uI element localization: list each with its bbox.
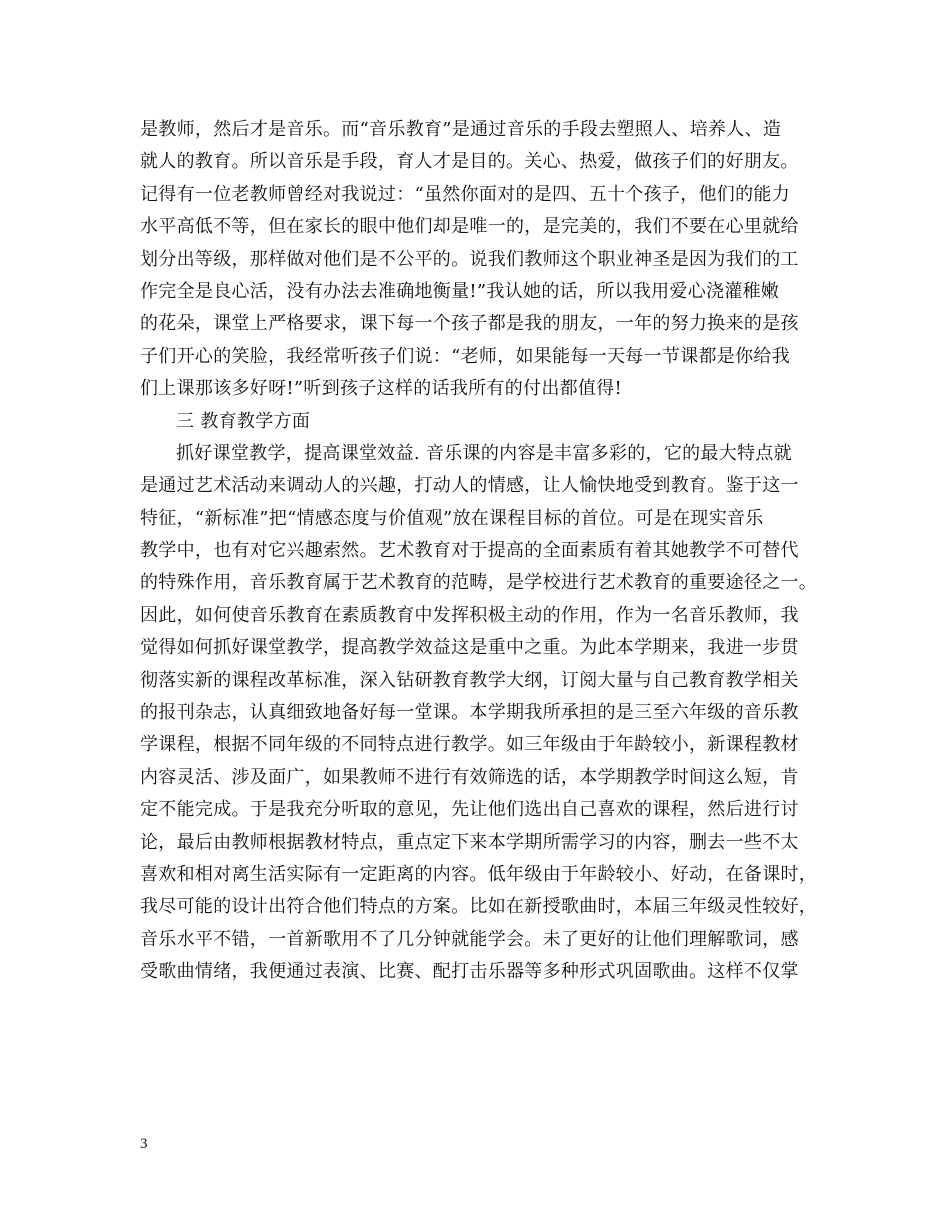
text-line: 水平高低不等，但在家长的眼中他们却是唯一的，是完美的，我们不要在心里就给 <box>140 216 799 238</box>
text-line: 三 教育教学方面 <box>176 410 311 432</box>
text-line: 教学中，也有对它兴趣索然。艺术教育对于提高的全面素质有着其她教学不可替代 <box>140 540 799 562</box>
text-line: 特征，“新标准”把“情感态度与价值观”放在课程目标的首位。可是在现实音乐 <box>140 507 764 529</box>
body-text <box>140 114 830 989</box>
text-line: 喜欢和相对离生活实际有一定距离的内容。低年级由于年龄较小、好动，在备课时， <box>140 863 818 885</box>
text-line: 因此，如何使音乐教育在素质教育中发挥积极主动的作用，作为一名音乐教师，我 <box>140 604 799 626</box>
text-line: 是通过艺术活动来调动人的兴趣，打动人的情感，让人愉快地受到教育。鉴于这一 <box>140 475 799 497</box>
page-number: 3 <box>140 1136 148 1152</box>
text-line: 划分出等级，那样做对他们是不公平的。说我们教师这个职业神圣是因为我们的工 <box>140 248 799 270</box>
text-line: 子们开心的笑脸，我经常听孩子们说：“老师，如果能每一天每一节课都是你给我 <box>140 345 790 367</box>
text-line: 记得有一位老教师曾经对我说过：“虽然你面对的是四、五十个孩子，他们的能力 <box>140 183 790 205</box>
text-line: 受歌曲情绪，我便通过表演、比赛、配打击乐器等多种形式巩固歌曲。这样不仅掌 <box>140 961 799 983</box>
text-line: 觉得如何抓好课堂教学，提高教学效益这是重中之重。为此本学期来，我进一步贯 <box>140 637 799 659</box>
text-line: 作完全是良心活，没有办法去准确地衡量!”我认她的话，所以我用爱心浇灌稚嫩 <box>140 280 780 302</box>
text-line: 学课程，根据不同年级的不同特点进行教学。如三年级由于年龄较小，新课程教材 <box>140 734 799 756</box>
text-line: 的报刊杂志，认真细致地备好每一堂课。本学期我所承担的是三至六年级的音乐教 <box>140 702 799 724</box>
text-line: 抓好课堂教学，提高课堂效益. 音乐课的内容是丰富多彩的，它的最大特点就 <box>176 442 792 464</box>
text-line: 论，最后由教师根据教材特点，重点定下来本学期所需学习的内容，删去一些不太 <box>140 831 799 853</box>
text-line: 音乐水平不错，一首新歌用不了几分钟就能学会。未了更好的让他们理解歌词，感 <box>140 928 799 950</box>
text-line: 的花朵，课堂上严格要求，课下每一个孩子都是我的朋友，一年的努力换来的是孩 <box>140 313 799 335</box>
text-line: 内容灵活、涉及面广，如果教师不进行有效筛选的话，本学期教学时间这么短，肯 <box>140 766 799 788</box>
text-line: 我尽可能的设计出符合他们特点的方案。比如在新授歌曲时，本届三年级灵性较好， <box>140 896 818 918</box>
text-line: 是教师，然后才是音乐。而“音乐教育”是通过音乐的手段去塑照人、培养人、造 <box>140 119 782 140</box>
text-line: 彻落实新的课程改革标准，深入钻研教育教学大纲，订阅大量与自己教育教学相关 <box>140 669 799 691</box>
text-line: 就人的教育。所以音乐是手段，育人才是目的。关心、热爱，做孩子们的好朋友。 <box>140 151 799 173</box>
text-line: 们上课那该多好呀!”听到孩子这样的话我所有的付出都值得! <box>140 378 623 400</box>
text-line: 定不能完成。于是我充分听取的意见，先让他们选出自己喜欢的课程，然后进行讨 <box>140 799 799 821</box>
text-line: 的特殊作用，音乐教育属于艺术教育的范畴，是学校进行艺术教育的重要途径之一。 <box>140 572 818 594</box>
